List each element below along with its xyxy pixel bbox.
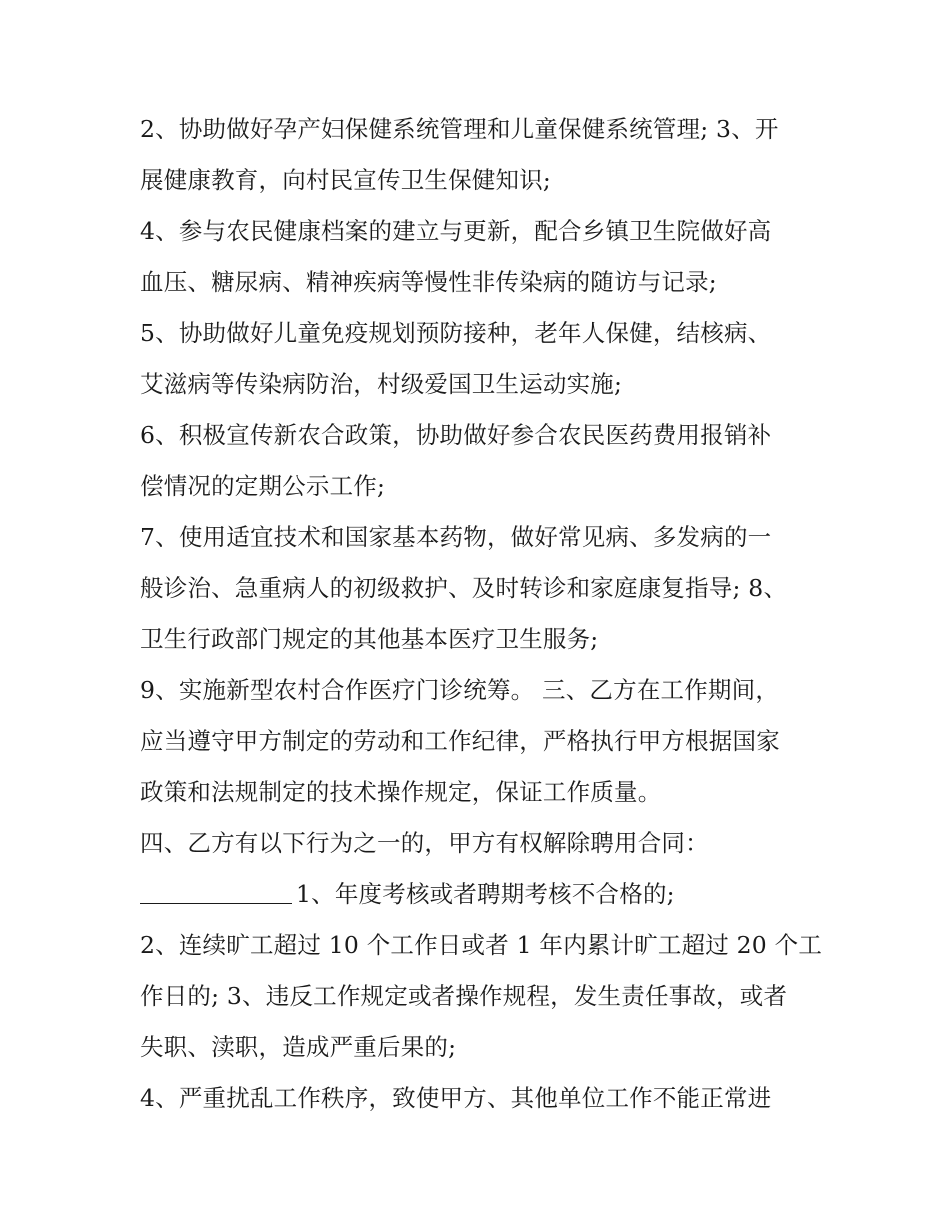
text-line: 4、参与农民健康档案的建立与更新，配合乡镇卫生院做好高	[140, 217, 772, 245]
text-line: 2、连续旷工超过 10 个工作日或者 1 年内累计旷工超过 20 个工	[140, 931, 823, 959]
text-line: 7、使用适宜技术和国家基本药物，做好常见病、多发病的一	[140, 523, 772, 551]
text-line: 四、乙方有以下行为之一的，甲方有权解除聘用合同：	[140, 829, 709, 857]
text-line: 4、严重扰乱工作秩序，致使甲方、其他单位工作不能正常进	[140, 1084, 772, 1112]
text-line: 政策和法规制定的技术操作规定，保证工作质量。	[140, 778, 662, 806]
text-line: 应当遵守甲方制定的劳动和工作纪律，严格执行甲方根据国家	[140, 727, 780, 755]
text-line: 作日的; 3、违反工作规定或者操作规程，发生责任事故，或者	[140, 982, 788, 1010]
document-body	[140, 104, 823, 1124]
text-line: 般诊治、急重病人的初级救护、及时转诊和家庭康复指导; 8、	[140, 574, 788, 602]
text-line: 卫生行政部门规定的其他基本医疗卫生服务;	[140, 625, 599, 653]
text-line: 展健康教育，向村民宣传卫生保健知识;	[140, 166, 552, 194]
text-line: 9、实施新型农村合作医疗门诊统筹。 三、乙方在工作期间，	[140, 676, 780, 704]
text-line: 失职、渎职，造成严重后果的;	[140, 1033, 457, 1061]
blank-fill-line	[140, 869, 820, 920]
text-line: 5、协助做好儿童免疫规划预防接种，老年人保健，结核病、	[140, 319, 772, 347]
fill-in-blank[interactable]	[140, 879, 292, 904]
blank-line-text: 1、年度考核或者聘期考核不合格的;	[296, 880, 675, 908]
text-line: 偿情况的定期公示工作;	[140, 472, 386, 500]
text-line: 艾滋病等传染病防治，村级爱国卫生运动实施;	[140, 370, 623, 398]
text-line: 2、协助做好孕产妇保健系统管理和儿童保健系统管理; 3、开	[140, 115, 779, 143]
text-line: 6、积极宣传新农合政策，协助做好参合农民医药费用报销补	[140, 421, 772, 449]
text-line: 血压、糖尿病、精神疾病等慢性非传染病的随访与记录;	[140, 268, 717, 296]
